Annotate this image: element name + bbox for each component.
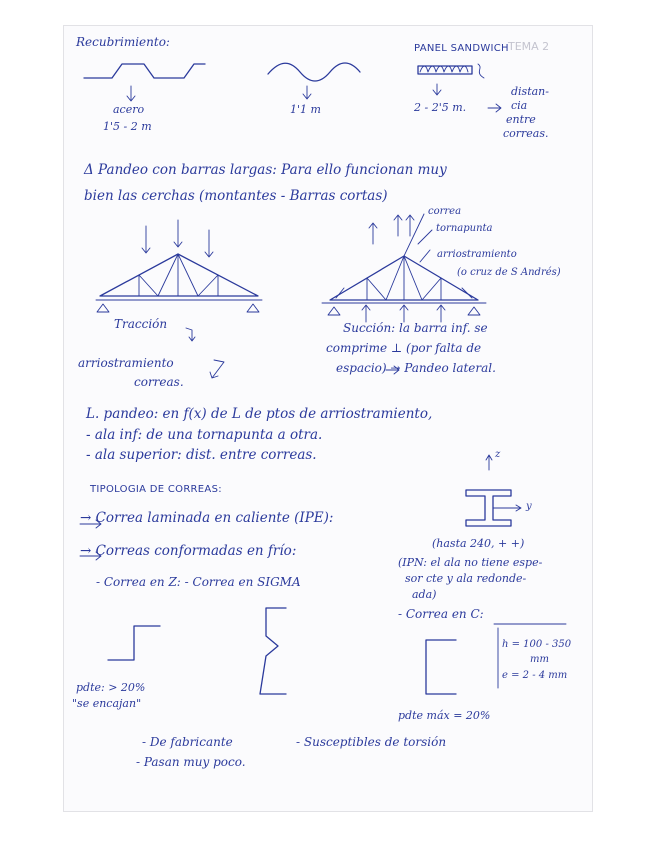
axis-y-label: y — [526, 501, 532, 512]
tornapunta-label: tornapunta — [436, 223, 493, 234]
succion-line-2: comprime ⊥ (por falta de — [326, 341, 482, 355]
c-section — [426, 640, 456, 694]
hasta-label: (hasta 240, + +) — [432, 537, 525, 550]
arriostramiento-label: arriostramiento — [437, 249, 517, 260]
axis-z-label: z — [495, 449, 501, 460]
dim-mm: mm — [530, 654, 549, 665]
truss-gravity — [96, 220, 262, 312]
sandwich-panel — [418, 64, 484, 78]
ipn-line-3: ada) — [412, 588, 437, 601]
pandeo-line-2: bien las cerchas (montantes - Barras cortas) — [84, 188, 388, 204]
sigma-section — [260, 608, 286, 694]
panel-sandwich-title: PANEL SANDWICH — [414, 43, 509, 54]
item-conformadas: → Correas conformadas en frío: — [80, 543, 297, 559]
longitud-line-3: - ala superior: dist. entre correas. — [86, 447, 317, 463]
panel-dist-arrow — [488, 104, 501, 112]
item-z-sigma: - Correa en Z: - Correa en SIGMA — [96, 575, 301, 589]
traccion-label: Tracción — [114, 317, 168, 331]
pdte-line-2: "se encajan" — [72, 697, 142, 710]
traccion-arrow — [186, 328, 195, 341]
correa-c-label: - Correa en C: — [398, 607, 484, 621]
acero-label: acero — [113, 103, 145, 116]
distancia-line-2: cia — [511, 99, 528, 112]
distancia-line-1: distan- — [511, 85, 549, 98]
ipn-line-1: (IPN: el ala no tiene espe- — [398, 556, 543, 569]
succion-line-3: espacio) → Pandeo lateral. — [336, 361, 496, 375]
pasan-label: - Pasan muy poco. — [136, 755, 246, 769]
panel-arrow — [433, 84, 441, 95]
ipe-section — [466, 455, 521, 526]
dim-e: e = 2 - 4 mm — [502, 670, 568, 681]
cruz-label: (o cruz de S Andrés) — [457, 267, 561, 278]
ghost-header: TEMA 2 — [508, 40, 550, 53]
succion-line-1: Succión: la barra inf. se — [343, 321, 488, 335]
tipologia-title: TIPOLOGIA DE CORREAS: — [90, 484, 222, 495]
wave-arrow — [303, 86, 311, 99]
item-laminada: → Correa laminada en caliente (IPE): — [80, 510, 334, 526]
pdte-line-1: pdte: > 20% — [76, 681, 146, 694]
arriost-line-1: arriostramiento — [78, 356, 174, 370]
arriost-arrow — [210, 360, 224, 378]
distancia-line-4: correas. — [503, 127, 549, 140]
acero-distance: 1'5 - 2 m — [103, 120, 152, 133]
ondulado-distance: 1'1 m — [290, 103, 321, 116]
torsion-label: - Susceptibles de torsión — [296, 735, 447, 749]
trapezoidal-profile — [84, 64, 205, 78]
longitud-line-2: - ala inf: de una tornapunta a otra. — [86, 427, 323, 443]
pdte-max: pdte máx = 20% — [398, 709, 491, 722]
recubrimiento-title: Recubrimiento: — [76, 35, 170, 49]
panel-distance: 2 - 2'5 m. — [414, 101, 467, 114]
correa-label: correa — [428, 206, 462, 217]
wave-profile — [268, 63, 360, 81]
arriost-line-2: correas. — [134, 375, 184, 389]
acero-arrow — [127, 86, 135, 101]
fabricante-label: - De fabricante — [142, 735, 233, 749]
longitud-line-1: L. pandeo: en f(x) de L de ptos de arriostramiento, — [86, 406, 433, 422]
pandeo-line-1: Δ Pandeo con barras largas: Para ello funcionan muy — [84, 162, 447, 178]
ipn-line-2: sor cte y ala redonde- — [405, 572, 527, 585]
dim-h: h = 100 - 350 — [502, 639, 572, 650]
distancia-line-3: entre — [506, 113, 536, 126]
z-section — [108, 626, 160, 660]
